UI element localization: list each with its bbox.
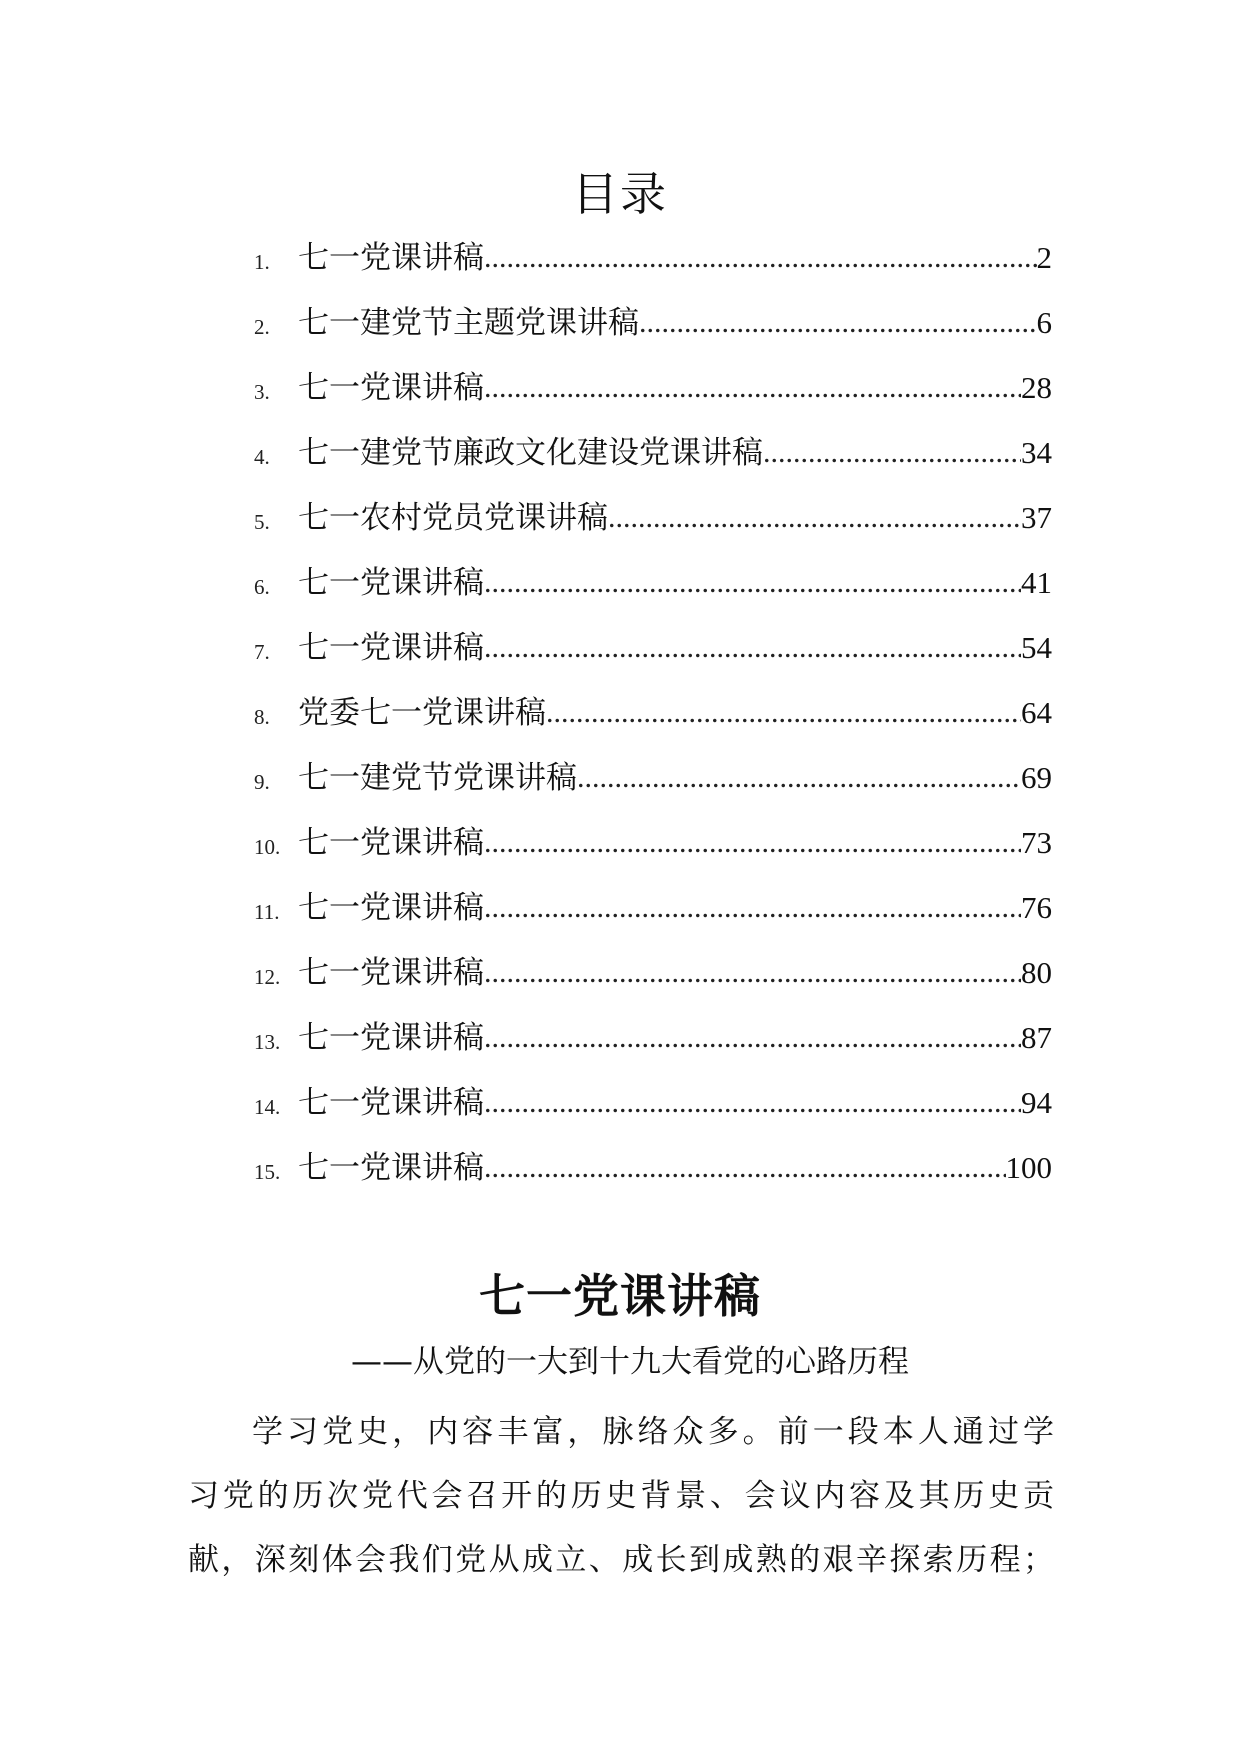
toc-entry[interactable] [254,1016,1052,1081]
toc-entry[interactable] [254,301,1052,366]
toc-entry-page: 94 [1021,1085,1052,1120]
body-line: 习党的历次党代会召开的历史背景、会议内容及其历史贡 [188,1478,1054,1514]
toc-entry-number: 9. [254,770,270,794]
toc-entry-title: 七一党课讲稿 [298,240,484,276]
toc-entry-page: 34 [1021,435,1052,470]
toc-entry-number: 6. [254,575,270,599]
article-subtitle: ——从党的一大到十九大看党的心路历程 [351,1344,909,1380]
toc-entry-title: 七一建党节主题党课讲稿 [298,305,639,341]
toc-entry-title: 七一党课讲稿 [298,1150,484,1186]
toc-dot-leader [484,366,1021,410]
toc-entry-title: 七一建党节廉政文化建设党课讲稿 [298,435,763,471]
toc-dot-leader [546,691,1021,735]
toc-entry-page: 100 [1005,1150,1052,1185]
toc-entry-page: 28 [1021,370,1052,405]
toc-entry-title: 七一党课讲稿 [298,890,484,926]
toc-entry[interactable] [254,756,1052,821]
toc-dot-leader [484,886,1021,930]
toc-entry[interactable] [254,951,1052,1016]
toc-entry[interactable] [254,821,1052,886]
toc-entry-number: 12. [254,965,281,989]
toc-title: 目录 [572,167,668,221]
toc-entry-title: 七一建党节党课讲稿 [298,760,577,796]
toc-entry[interactable] [254,496,1052,561]
toc-dot-leader [608,496,1021,540]
toc-entry-page: 76 [1021,890,1052,925]
toc-entry[interactable] [254,366,1052,431]
toc-entry[interactable] [254,1146,1052,1211]
toc-entry-number: 1. [254,250,270,274]
toc-dot-leader [639,301,1037,345]
toc-entry[interactable] [254,1081,1052,1146]
toc-entry-title: 党委七一党课讲稿 [298,695,546,731]
toc-dot-leader [484,821,1021,865]
toc-dot-leader [484,1146,1006,1190]
toc-entry-number: 7. [254,640,270,664]
toc-dot-leader [763,431,1021,475]
toc-entry-number: 5. [254,510,270,534]
toc-entry-number: 15. [254,1160,281,1184]
body-line: 学习党史，内容丰富，脉络众多。前一段本人通过学 [252,1414,1054,1450]
toc-entry-number: 14. [254,1095,281,1119]
toc-dot-leader [484,236,1037,280]
toc-entry-page: 2 [1036,240,1052,275]
toc-entry-number: 2. [254,315,270,339]
toc-entry-page: 37 [1021,500,1052,535]
toc-entry-title: 七一党课讲稿 [298,1085,484,1121]
toc-entry-title: 七一党课讲稿 [298,955,484,991]
toc-entry-number: 3. [254,380,270,404]
toc-entry-page: 41 [1021,565,1052,600]
toc-entry[interactable] [254,886,1052,951]
toc-dot-leader [577,756,1021,800]
toc-entry[interactable] [254,626,1052,691]
toc-entry-title: 七一党课讲稿 [298,565,484,601]
toc-dot-leader [484,626,1021,670]
toc-entry-page: 73 [1021,825,1052,860]
article-body [188,1400,1054,1592]
toc-dot-leader [484,561,1021,605]
toc-dot-leader [484,951,1021,995]
toc-entry-title: 七一党课讲稿 [298,1020,484,1056]
toc-entry[interactable] [254,431,1052,496]
toc-entry-title: 七一党课讲稿 [298,825,484,861]
toc-entry-page: 87 [1021,1020,1052,1055]
toc-entry-page: 64 [1021,695,1052,730]
toc-entry[interactable] [254,561,1052,626]
toc-entry[interactable] [254,691,1052,756]
toc-entry-title: 七一党课讲稿 [298,630,484,666]
toc-dot-leader [484,1081,1021,1125]
toc-entry-number: 11. [254,900,280,924]
toc-entry-number: 4. [254,445,270,469]
article-title: 七一党课讲稿 [479,1269,761,1323]
toc-entry-page: 80 [1021,955,1052,990]
body-line: 献，深刻体会我们党从成立、成长到成熟的艰辛探索历程； [188,1542,1054,1578]
toc-entry-number: 10. [254,835,281,859]
toc-entry-page: 69 [1021,760,1052,795]
toc-list [254,236,1052,1211]
toc-entry-page: 54 [1021,630,1052,665]
toc-entry-number: 13. [254,1030,281,1054]
toc-entry-title: 七一党课讲稿 [298,370,484,406]
toc-entry-number: 8. [254,705,270,729]
toc-dot-leader [484,1016,1021,1060]
toc-entry-page: 6 [1036,305,1052,340]
toc-entry[interactable] [254,236,1052,301]
toc-entry-title: 七一农村党员党课讲稿 [298,500,608,536]
